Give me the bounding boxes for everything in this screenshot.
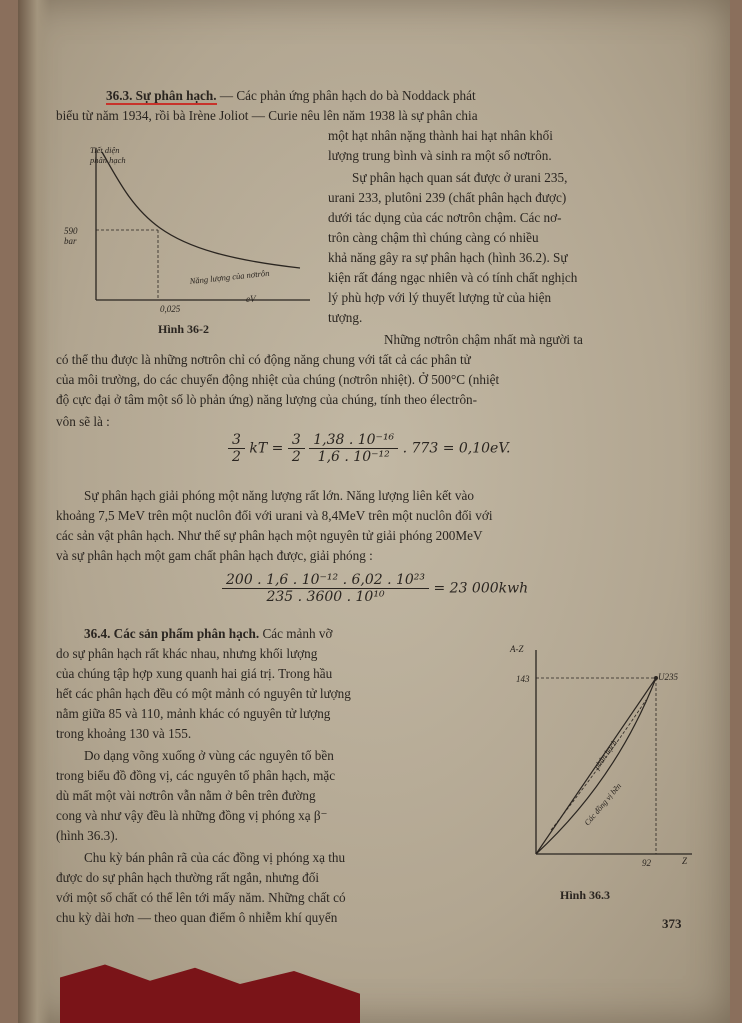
text-line: dù mất một vài nơtrôn vẫn nằm ở bên trên đường <box>56 788 316 803</box>
x-unit: eV <box>246 294 256 304</box>
equation-energy-per-gram <box>222 572 528 605</box>
y-label: Tiết diện <box>90 145 120 155</box>
text-line: (hình 36.3). <box>56 828 118 843</box>
figure-36-2 <box>60 140 322 322</box>
text-line: một hạt nhân nặng thành hai hạt nhân khối <box>328 128 553 143</box>
text-line: và sự phân hạch một gam chất phân hạch được, giải phóng : <box>56 548 373 563</box>
cross-section-curve <box>102 152 300 268</box>
figure-36-3-caption: Hình 36.3 <box>560 888 611 902</box>
eq1-lhs-num: 3 <box>228 432 245 449</box>
y-value-unit: bar <box>64 236 77 246</box>
eq1-kt: kT = <box>249 440 284 457</box>
text-line: lượng trung bình và sinh ra một số nơtrôn. <box>328 148 552 163</box>
text-line: khoảng 7,5 MeV trên một nuclôn đối với urani và 8,4MeV trên một nuclôn đối với <box>56 508 493 523</box>
figure-36-3 <box>506 640 702 880</box>
text-line: của môi trường, do các chuyển động nhiệt của chúng (nơtrôn nhiệt). Ở 500°C (nhiệt <box>56 372 500 387</box>
stable-curve-label: Các đồng vị bền <box>582 781 624 828</box>
text-line: kiện rất đáng ngạc nhiên và có tính chất nghịch <box>328 270 578 285</box>
text-line: với một số chất có thể lên tới mấy năm. Những chất có <box>56 890 346 905</box>
x-value: 0,025 <box>160 304 181 314</box>
eq2-num: 200 . 1,6 . 10⁻¹² . 6,02 . 10²³ <box>222 572 429 589</box>
y-axis-label: A-Z <box>510 644 524 654</box>
y-value: 590 <box>64 226 78 236</box>
eq1-result: . 773 = 0,10eV. <box>402 440 511 457</box>
y-value: 143 <box>516 674 530 684</box>
page-number: 373 <box>662 916 682 931</box>
eq2-den: 235 . 3600 . 10¹⁰ <box>266 589 385 605</box>
text-line: Chu kỳ bán phân rã của các đồng vị phóng xạ thu <box>84 850 346 865</box>
eq1-lhs-den: 2 <box>232 449 241 465</box>
text-line: vôn sẽ là : <box>56 414 110 429</box>
text-line: được do sự phân hạch thường rất ngắn, nhưng đối <box>56 870 320 885</box>
text-line: lý phù hợp với lý thuyết lượng tử của hiện <box>328 290 552 305</box>
text-line: — Các phản ứng phân hạch do bà Noddack phát <box>219 88 476 103</box>
eq1-rhs-num: 3 <box>288 432 305 449</box>
text-line: Các mảnh vỡ <box>262 626 333 641</box>
text-line: do sự phân hạch rất khác nhau, nhưng khối lượng <box>56 646 318 661</box>
eq1-frac-den: 1,6 . 10⁻¹² <box>317 449 390 465</box>
text-line: tượng. <box>328 310 363 325</box>
text-line: cong và như vậy đều là những đồng vị phóng xạ β⁻ <box>56 808 328 823</box>
text-line: chu kỳ dài hơn — theo quan điểm ô nhiễm khí quyển <box>56 910 338 925</box>
eq1-rhs-den: 2 <box>291 449 301 465</box>
text-line: Sự phân hạch quan sát được ở urani 235, <box>352 170 568 185</box>
fission-line-label: phân hạch <box>592 738 619 772</box>
text-line: urani 233, plutôni 239 (chất phân hạch được) <box>328 190 567 205</box>
x-axis-label: Z <box>682 856 688 866</box>
text-line: các sản vật phân hạch. Như thế sự phân hạch một nguyên tử giải phóng 200MeV <box>56 528 483 543</box>
text-line: trôn càng chậm thì chúng càng có nhiều <box>328 230 539 245</box>
section-36-4-heading: 36.4. Các sản phẩm phân hạch. <box>84 626 260 641</box>
text-line: hết các phân hạch đều có một mảnh có nguyên tử lượng <box>56 686 351 701</box>
text-line: của chúng tập hợp xung quanh hai giá trị. Trong hầu <box>56 666 333 681</box>
eq2-result: = 23 000kwh <box>433 580 529 597</box>
x-value: 92 <box>642 858 651 868</box>
eq1-frac-num: 1,38 . 10⁻¹⁶ <box>309 432 398 449</box>
text-line: biểu từ năm 1934, rồi bà Irène Joliot — Curie nêu lên năm 1938 là sự phân chia <box>56 108 478 123</box>
text-line: Do dạng võng xuống ở vùng các nguyên tố bền <box>84 748 334 763</box>
text-line: có thể thu được là những nơtrôn chỉ có động năng chung với tất cả các phân tử <box>56 352 471 367</box>
text-line: trong khoảng 130 và 155. <box>56 726 192 741</box>
text-line: nằm giữa 85 và 110, mảnh khác có nguyên tử lượng <box>56 706 331 721</box>
section-36-3-line-1 <box>106 86 476 105</box>
page-binding <box>18 0 50 1023</box>
text-line: trong biểu đồ đồng vị, các nguyên tố phân hạch, mặc <box>56 768 336 783</box>
text-line: Sự phân hạch giải phóng một năng lượng rất lớn. Năng lượng liên kết vào <box>84 488 474 503</box>
point-label: U235 <box>658 672 678 682</box>
section-36-3-heading: 36.3. Sự phân hạch. <box>106 88 217 103</box>
section-36-4-line-1 <box>84 624 332 643</box>
text-line: dưới tác dụng của các nơtrôn chậm. Các nơ- <box>328 210 562 225</box>
text-line: khả năng gây ra sự phân hạch (hình 36.2). Sự <box>328 250 568 265</box>
text-line: độ cực đại ở tâm một số lò phản ứng) năng lượng của chúng, tính theo électrôn- <box>56 392 478 407</box>
figure-36-2-caption: Hình 36-2 <box>158 322 210 336</box>
x-label: Năng lượng của nơtrôn <box>189 267 270 286</box>
y-label: phân hạch <box>90 155 126 165</box>
text-line: Những nơtrôn chậm nhất mà người ta <box>384 332 583 347</box>
equation-thermal-energy <box>228 432 510 465</box>
